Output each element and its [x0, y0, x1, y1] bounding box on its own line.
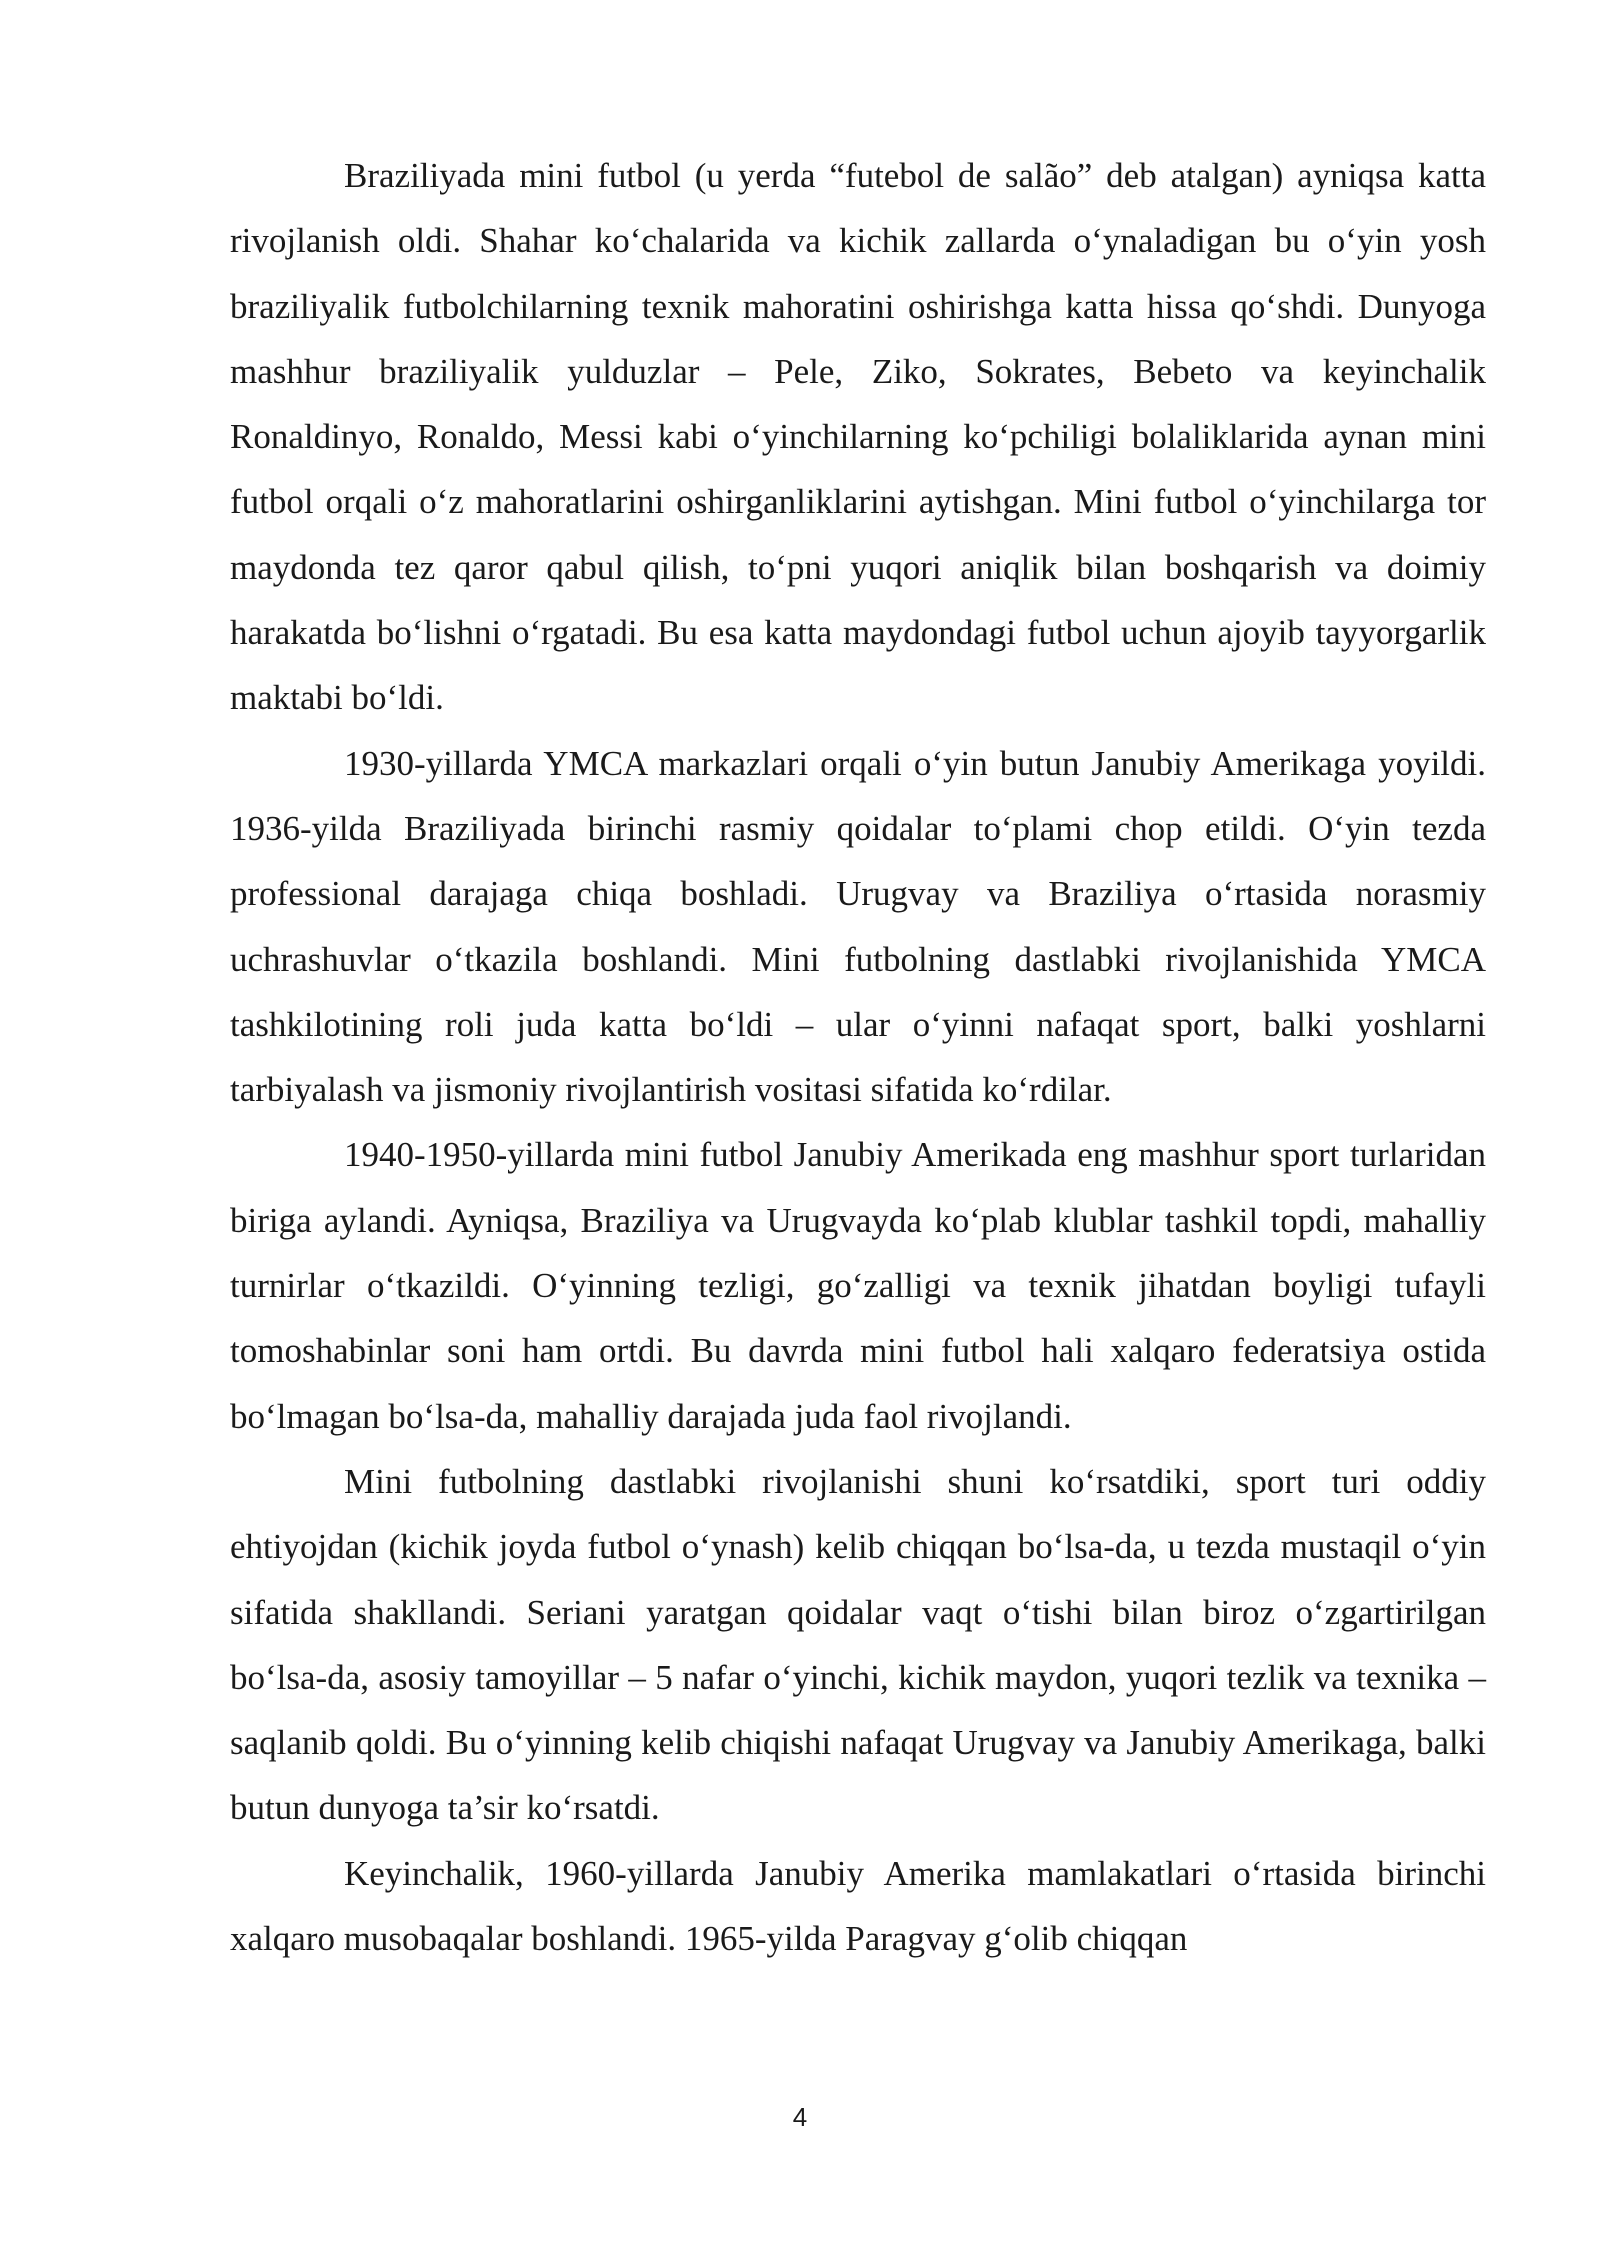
paragraph: Braziliyada mini futbol (u yerda “futebol de salão” deb atalgan) ayniqsa katta rivojlanish oldi. Shahar ko‘chalarida va kichik zallarda o‘ynaladigan bu o‘yin yosh braziliyalik futbolchilarning texnik mahoratini oshirishga katta hissa qo‘shdi. Dunyoga mashhur braziliyalik yulduzlar – Pele, Ziko, Sokrates, Bebeto va keyinchalik Ronaldinyo, Ronaldo, Messi kabi o‘yinchilarning ko‘pchiligi bolaliklarida aynan mini futbol orqali o‘z mahoratlarini oshirganliklarini aytishgan. Mini futbol o‘yinchilarga tor maydonda tez qaror qabul qilish, to‘pni yuqori aniqlik bilan boshqarish va doimiy harakatda bo‘lishni o‘rgatadi. Bu esa katta maydondagi futbol uchun ajoyib tayyorgarlik maktabi bo‘ldi.: [230, 156, 1486, 718]
paragraph: 1930-yillarda YMCA markazlari orqali o‘yin butun Janubiy Amerikaga yoyildi. 1936-yilda Braziliyada birinchi rasmiy qoidalar to‘plami chop etildi. O‘yin tezda professional darajaga chiqa boshladi. Urugvay va Braziliya o‘rtasida norasmiy uchrashuvlar o‘tkazila boshlandi. Mini futbolning dastlabki rivojlanishida YMCA tashkilotining roli juda katta bo‘ldi – ular o‘yinni nafaqat sport, balki yoshlarni tarbiyalash va jismoniy rivojlantirish vositasi sifatida ko‘rdilar.: [230, 743, 1486, 1110]
paragraph: Mini futbolning dastlabki rivojlanishi shuni ko‘rsatdiki, sport turi oddiy ehtiyojdan (kichik joyda futbol o‘ynash) kelib chiqqan bo‘lsa-da, u tezda mustaqil o‘yin sifatida shakllandi. Seriani yaratgan qoidalar vaqt o‘tishi bilan biroz o‘zgartirilgan bo‘lsa-da, asosiy tamoyillar – 5 nafar o‘yinchi, kichik maydon, yuqori tezlik va texnika – saqlanib qoldi. Bu o‘yinning kelib chiqishi nafaqat Urugvay va Janubiy Amerikaga, balki butun dunyoga ta’sir ko‘rsatdi.: [230, 1461, 1486, 1828]
body-text: [230, 143, 1486, 1971]
page-number: 4: [792, 2102, 808, 2132]
paragraph: 1940-1950-yillarda mini futbol Janubiy Amerikada eng mashhur sport turlaridan biriga aylandi. Ayniqsa, Braziliya va Urugvayda ko‘plab klublar tashkil topdi, mahalliy turnirlar o‘tkazildi. O‘yinning tezligi, go‘zalligi va texnik jihatdan boyligi tufayli tomoshabinlar soni ham ortdi. Bu davrda mini futbol hali xalqaro federatsiya ostida bo‘lmagan bo‘lsa-da, mahalliy darajada juda faol rivojlandi.: [230, 1135, 1486, 1436]
paragraph: Keyinchalik, 1960-yillarda Janubiy Amerika mamlakatlari o‘rtasida birinchi xalqaro musobaqalar boshlandi. 1965-yilda Paragvay g‘olib chiqqan: [230, 1853, 1486, 1959]
